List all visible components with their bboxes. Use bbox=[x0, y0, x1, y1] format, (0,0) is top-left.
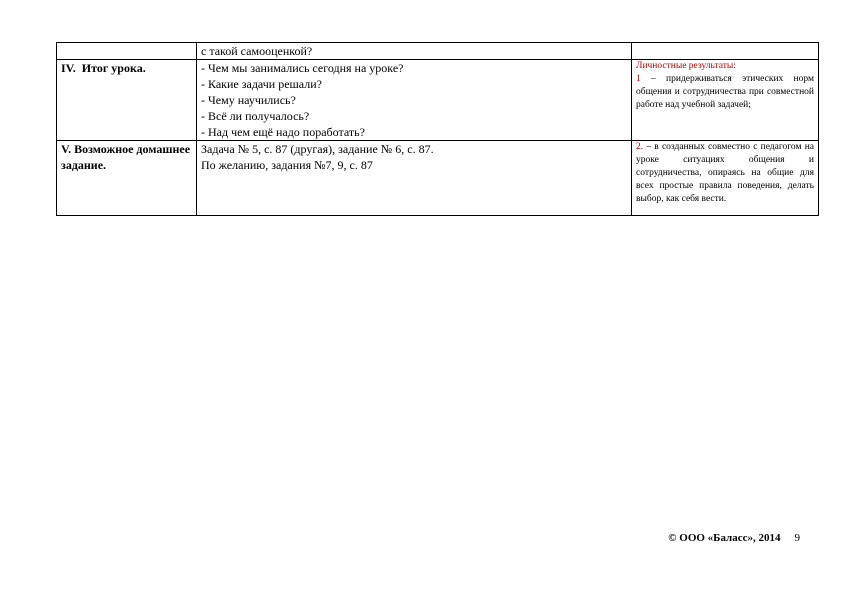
result-text: – придерживаться этических норм общения и сотрудничества при совместной работе над учебной задачей; bbox=[636, 74, 814, 110]
result-cell bbox=[632, 141, 819, 216]
lesson-plan-table bbox=[56, 42, 819, 216]
stage-title: IV. Итог урока. bbox=[61, 61, 146, 75]
homework-line: По желанию, задания №7, 9, с. 87 bbox=[201, 158, 373, 172]
stage-title: V. Возможное домашнее задание. bbox=[61, 142, 191, 172]
table-row bbox=[57, 43, 819, 60]
table-row bbox=[57, 141, 819, 216]
question-line: - Над чем ещё надо поработать? bbox=[201, 125, 365, 139]
table-row bbox=[57, 60, 819, 141]
question-line: - Чем мы занимались сегодня на уроке? bbox=[201, 61, 404, 75]
stage-cell-empty bbox=[57, 43, 197, 60]
activity-line: с такой самооценкой? bbox=[201, 44, 313, 58]
result-cell bbox=[632, 60, 819, 141]
stage-cell bbox=[57, 141, 197, 216]
question-line: - Всё ли получалось? bbox=[201, 109, 310, 123]
copyright-text: © ООО «Баласс», 2014 bbox=[668, 532, 781, 544]
page-footer bbox=[600, 532, 800, 544]
question-line: - Чему научились? bbox=[201, 93, 296, 107]
question-line: - Какие задачи решали? bbox=[201, 77, 322, 91]
stage-cell bbox=[57, 60, 197, 141]
result-heading: Личностные результаты: bbox=[636, 61, 736, 71]
activity-cell bbox=[197, 60, 632, 141]
page-number: 9 bbox=[794, 532, 800, 544]
result-cell-empty bbox=[632, 43, 819, 60]
result-text: – в созданных совместно с педагогом на уроке ситуациях общения и сотрудничества, опираясь на общие для всех простые правила поведения, делать выбор, как себя вести. bbox=[636, 142, 814, 204]
activity-cell bbox=[197, 43, 632, 60]
result-number: 2. bbox=[636, 142, 644, 152]
activity-cell bbox=[197, 141, 632, 216]
homework-line: Задача № 5, с. 87 (другая), задание № 6, с. 87. bbox=[201, 142, 434, 156]
result-number: 1 bbox=[636, 74, 641, 84]
